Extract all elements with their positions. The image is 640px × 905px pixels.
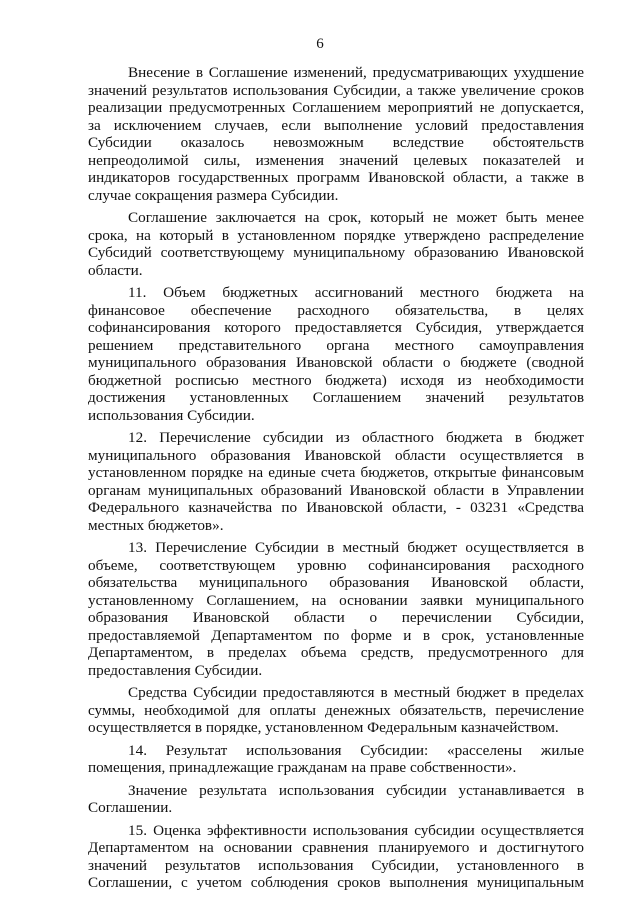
text-line: объеме, соответствующем уровню софинансирования расходного	[88, 556, 584, 574]
paragraph	[88, 684, 584, 737]
paragraph	[88, 742, 584, 777]
text-line: реализации предусмотренных Соглашением мероприятий не допускается,	[88, 99, 584, 116]
text-line: финансовое обеспечение расходного обязательства, в целях	[88, 301, 584, 319]
text-line: непреодолимой силы, изменения значений целевых показателей и	[88, 151, 584, 169]
document-body	[88, 64, 584, 897]
text-line: 11. Объем бюджетных ассигнований местного бюджета на	[128, 284, 584, 301]
text-line: муниципального образования Ивановской области осуществляется в	[88, 446, 584, 464]
paragraph	[88, 429, 584, 534]
paragraph	[88, 209, 584, 279]
text-line: 13. Перечисление Субсидии в местный бюджет осуществляется в	[128, 539, 584, 556]
text-line: муниципального образования Ивановской области о бюджете (сводной	[88, 354, 584, 371]
text-line: Департаментом на основании сравнения планируемого и достигнутого	[88, 839, 584, 856]
text-line: области.	[88, 261, 143, 279]
paragraph	[88, 822, 584, 892]
text-line: использования Субсидии.	[88, 406, 255, 424]
text-line: органам муниципальных образований Ивановской области в Управлении	[88, 481, 584, 499]
paragraph	[88, 64, 584, 204]
text-line: предоставляемой Департаментом по форме и в срок, установленные	[88, 626, 584, 644]
paragraph	[88, 284, 584, 424]
text-line: Соглашение заключается на срок, который не может быть менее	[128, 209, 584, 226]
paragraph	[88, 782, 584, 817]
text-line: суммы, необходимой для оплаты денежных обязательств, перечисление	[88, 701, 584, 719]
text-line: значений результатов использования Субсидии, а также увеличение сроков	[88, 81, 584, 99]
text-line: Соглашении.	[88, 799, 173, 816]
text-line: Соглашении, с учетом соблюдения сроков выполнения муниципальным	[88, 874, 584, 891]
text-line: Департаментом, в пределах объема средств, предусмотренного для	[88, 644, 584, 661]
text-line: Субсидий соответствующему муниципальному образованию Ивановской	[88, 244, 584, 261]
text-line: предоставления Субсидии.	[88, 661, 263, 679]
text-line: осуществляется в порядке, установленном Федеральным казначейством.	[88, 719, 559, 736]
text-line: 12. Перечисление субсидии из областного бюджета в бюджет	[128, 429, 584, 446]
text-line: случае сокращения размера Субсидии.	[88, 186, 339, 204]
text-line: установленном порядке на единые счета бюджетов, открытые финансовым	[88, 464, 584, 481]
text-line: Внесение в Соглашение изменений, предусматривающих ухудшение	[128, 64, 584, 81]
text-line: достижения установленных Соглашением значений результатов	[88, 389, 584, 406]
text-line: помещения, принадлежащие гражданам на праве собственности».	[88, 759, 517, 776]
text-line: Средства Субсидии предоставляются в местный бюджет в пределах	[128, 684, 584, 701]
page-number: 6	[316, 36, 324, 52]
text-line: Федерального казначейства по Ивановской области, - 03231 «Средства	[88, 499, 584, 516]
text-line: обязательства муниципального образования Ивановской области,	[88, 574, 584, 591]
text-line: значений результатов использования Субсидии, установленного в	[88, 856, 584, 874]
text-line: решением представительного органа местного самоуправления	[88, 336, 584, 354]
text-line: бюджетной росписью местного бюджета) исходя из необходимости	[88, 371, 584, 389]
text-line: за исключением случаев, если выполнение условий предоставления	[88, 116, 584, 134]
paragraph	[88, 539, 584, 679]
text-line: местных бюджетов».	[88, 516, 224, 534]
text-line: 14. Результат использования Субсидии: «расселены жилые	[128, 741, 584, 759]
text-line: Субсидии оказалось невозможным вследствие обстоятельств	[88, 134, 584, 151]
text-line: Значение результата использования субсидии устанавливается в	[128, 781, 584, 799]
text-line: 15. Оценка эффективности использования субсидии осуществляется	[128, 821, 584, 839]
text-line: индикаторов государственных программ Ивановской области, а также в	[88, 169, 584, 186]
text-line: срока, на который в установленном порядке утверждено распределение	[88, 226, 584, 244]
text-line: образования Ивановской области о перечислении Субсидии,	[88, 609, 584, 626]
text-line: софинансирования которого предоставляется Субсидия, утверждается	[88, 319, 584, 336]
text-line: установленному Соглашением, на основании заявки муниципального	[88, 591, 584, 609]
